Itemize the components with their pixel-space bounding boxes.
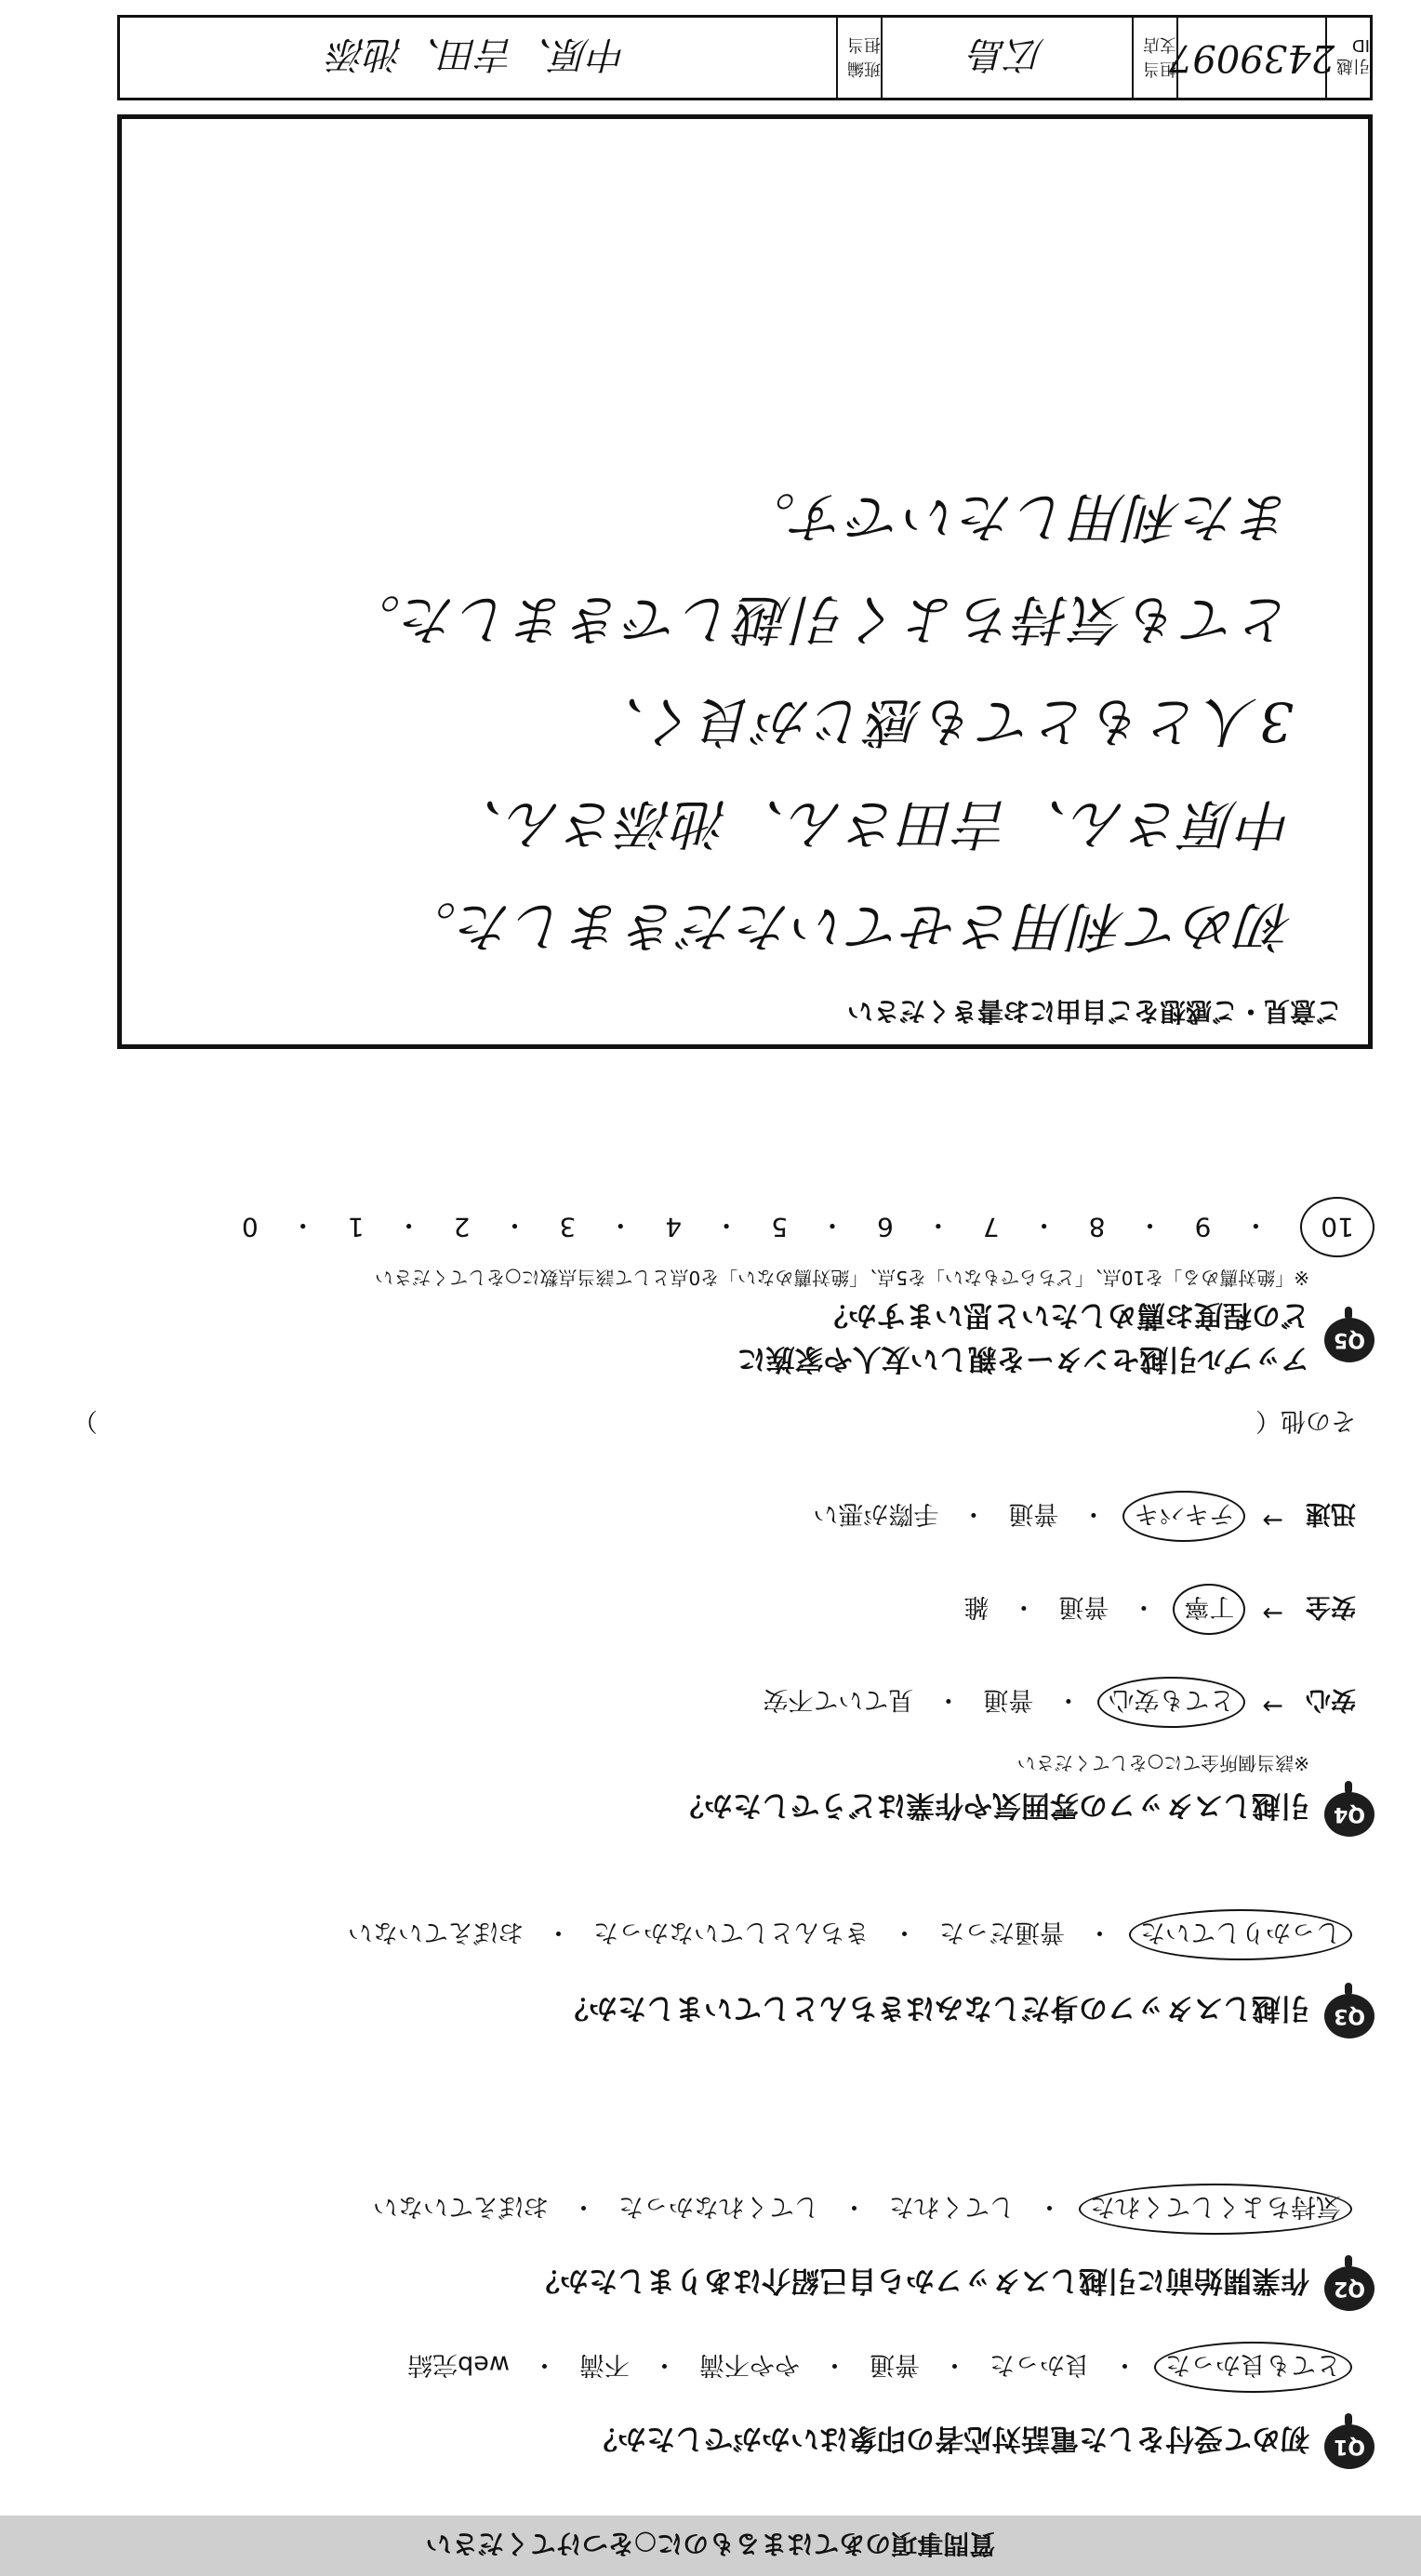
q3-options: しっかりしていた ・ 普通だった ・ きちんとしていなかった ・ おぼえていない <box>348 1917 1347 1953</box>
q1-icon <box>1324 2424 1375 2469</box>
q5-score-1[interactable]: 1 <box>347 1212 365 1242</box>
q1-options: とても良かった ・ 良かった ・ 普通 ・ やや不満 ・ 不満 ・ web完結 <box>407 2349 1347 2385</box>
q5-score-6[interactable]: 6 <box>876 1212 894 1242</box>
comment-line-2: 中原さん、吉田さん、池添さん、 <box>446 792 1294 856</box>
q4-row-anzen: 安全 → 丁寧 ・ 普通 ・ 雑 <box>963 1591 1356 1627</box>
q2-icon <box>1324 2266 1375 2311</box>
q4-row-anshin: 安心 → とても安心 ・ 普通 ・ 見ていて不安 <box>763 1684 1356 1720</box>
q4-anzen-option-3[interactable]: 雑 <box>963 1592 989 1621</box>
q4-anzen-option-1[interactable]: 丁寧 <box>1173 1584 1245 1635</box>
q5-icon <box>1324 1318 1375 1362</box>
q2-id: Q2 <box>1334 2277 1366 2301</box>
id-value: 2439097 <box>1176 18 1325 98</box>
q1-option-5[interactable]: 不満 <box>579 2350 630 2379</box>
q4-jinsoku-option-3[interactable]: 手際が悪い <box>813 1499 939 1528</box>
q5-score-3[interactable]: 3 <box>559 1212 577 1242</box>
q5-score-4[interactable]: 4 <box>665 1212 683 1242</box>
q4-anshin-option-3[interactable]: 見ていて不安 <box>763 1685 914 1714</box>
q4-row-anshin-label: 安心 <box>1306 1685 1356 1714</box>
q3-option-4[interactable]: おぼえていない <box>348 1918 524 1946</box>
instruction-bar <box>0 2516 1421 2576</box>
branch-label: 担当支店 <box>1132 18 1176 98</box>
q3-icon <box>1324 1994 1375 2038</box>
id-label: 引越ID <box>1325 18 1370 98</box>
q4-anshin-option-2[interactable]: 普通 <box>983 1685 1034 1714</box>
comment-line-3: 3人ともとても感じが良く、 <box>589 690 1294 753</box>
comment-box-title: ご意見・ご感想をご自由にお書きください <box>846 996 1342 1027</box>
q4-anzen-option-2[interactable]: 普通 <box>1058 1592 1109 1621</box>
q3-id: Q3 <box>1334 2004 1366 2028</box>
q5-score-7[interactable]: 7 <box>982 1212 1000 1242</box>
q3-option-2[interactable]: 普通だった <box>939 1918 1065 1946</box>
q4-other <box>73 1405 1356 1441</box>
q2-option-3[interactable]: してくれなかった <box>618 2192 819 2221</box>
q3-option-3[interactable]: きちんとしていなかった <box>593 1918 870 1946</box>
q1-text: 初めて受付をした電話対応者の印象はいかがでしたか？ <box>589 2422 1309 2455</box>
q5-text-line1: アップル引越センターを親しい友人や家族に <box>737 1342 1309 1375</box>
q3-text: 引越しスタッフの身だしなみはきちんとしていましたか？ <box>560 1991 1309 2025</box>
comment-line-1: 初めて利用させていただきました。 <box>400 895 1294 958</box>
q4-row-jinsoku: 迅速 → テキパキ ・ 普通 ・ 手際が悪い <box>813 1498 1356 1534</box>
instruction-text: 質問事項のあてはまるものに○をつけてください <box>425 2529 996 2560</box>
q5-score-10[interactable]: 10 <box>1300 1197 1375 1257</box>
q5-scale: 10 ・ 9 ・ 8 ・ 7 ・ 6 ・ 5 ・ 4 ・ 3 ・ 2 ・ 1 ・ 0 <box>242 1197 1375 1257</box>
q2-option-1[interactable]: 気持ちよくしてくれた <box>1079 2184 1352 2235</box>
q2-option-2[interactable]: してくれた <box>889 2192 1015 2221</box>
branch-value: 広島 <box>881 18 1132 98</box>
q4-other-label: その他（ <box>1255 1406 1356 1435</box>
q5-score-9[interactable]: 9 <box>1194 1212 1212 1242</box>
q5-text-line2: どの程度お薦めしたいと思いますか？ <box>819 1298 1309 1332</box>
q3-option-1[interactable]: しっかりしていた <box>1129 1909 1352 1960</box>
comment-box[interactable] <box>117 114 1373 1049</box>
q5-score-2[interactable]: 2 <box>453 1212 471 1242</box>
q1-id: Q1 <box>1334 2435 1366 2459</box>
comment-line-5: また利用したいです。 <box>739 485 1294 549</box>
q5-note: ※「絶対薦める」を10点、「どちらでもない」を5点、「絶対薦めない」を0点として該当点数に○をしてください <box>375 1267 1309 1289</box>
q2-option-4[interactable]: おぼえていない <box>373 2192 549 2221</box>
q4-anshin-option-1[interactable]: とても安心 <box>1097 1677 1245 1728</box>
info-table <box>117 15 1373 100</box>
q1-option-3[interactable]: 普通 <box>870 2350 920 2379</box>
q5-id: Q5 <box>1334 1328 1366 1352</box>
q5-score-0[interactable]: 0 <box>241 1212 259 1242</box>
q5-score-8[interactable]: 8 <box>1088 1212 1106 1242</box>
q4-jinsoku-option-1[interactable]: テキパキ <box>1122 1491 1245 1542</box>
team-value: 中原、吉田、池添 <box>329 33 627 76</box>
q4-row-anzen-label: 安全 <box>1306 1592 1356 1621</box>
q2-text: 作業開始前に引越しスタッフから自己紹介はありましたか？ <box>531 2264 1309 2297</box>
team-label: 班編担当 <box>836 18 881 98</box>
q1-option-6[interactable]: web完結 <box>407 2350 510 2379</box>
q2-options: 気持ちよくしてくれた ・ してくれた ・ してくれなかった ・ おぼえていない <box>373 2191 1347 2227</box>
q1-option-2[interactable]: 良かった <box>989 2350 1090 2379</box>
q4-text: 引越しスタッフの雰囲気や作業はどうでしたか？ <box>675 1788 1309 1822</box>
q4-other-close: ） <box>73 1406 98 1435</box>
q5-score-5[interactable]: 5 <box>771 1212 788 1242</box>
q4-id: Q4 <box>1334 1802 1366 1826</box>
q4-row-jinsoku-label: 迅速 <box>1306 1499 1356 1528</box>
q1-option-4[interactable]: やや不満 <box>699 2350 800 2379</box>
q4-jinsoku-option-2[interactable]: 普通 <box>1008 1499 1059 1528</box>
q4-note: ※該当個所全てに○をしてください <box>1016 1752 1309 1774</box>
comment-line-4: とても気持ちよく引越しできました。 <box>344 588 1294 651</box>
q1-option-1[interactable]: とても良かった <box>1154 2342 1352 2393</box>
q4-icon <box>1324 1792 1375 1837</box>
